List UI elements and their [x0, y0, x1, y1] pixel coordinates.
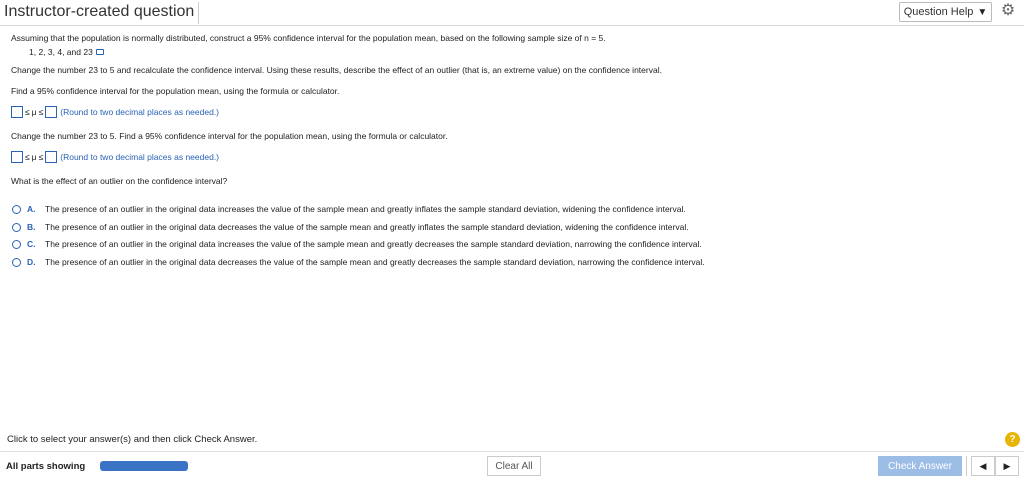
option-text: The presence of an outlier in the original data increases the value of the sample mean and greatly inflates the sample standard deviation, widening the confidence interval.: [45, 204, 686, 214]
mu-symbol: μ: [31, 107, 37, 117]
option-c[interactable]: [12, 239, 702, 249]
part2-upper-bound-input[interactable]: [45, 151, 57, 163]
sample-data-row: [29, 47, 104, 57]
part2-prompt: Change the number 23 to 5. Find a 95% confidence interval for the population mean, using the formula or calculator.: [11, 131, 448, 141]
option-letter: B.: [27, 222, 36, 232]
help-question-icon[interactable]: ?: [1005, 432, 1020, 447]
leq-symbol: ≤: [25, 107, 30, 117]
part3-prompt: What is the effect of an outlier on the confidence interval?: [11, 176, 228, 186]
mu-symbol: μ: [31, 152, 37, 162]
data-copy-icon[interactable]: [96, 49, 104, 55]
radio-button[interactable]: [12, 240, 21, 249]
option-letter: C.: [27, 239, 36, 249]
leq-symbol: ≤: [38, 152, 44, 162]
check-answer-button[interactable]: Check Answer: [878, 456, 962, 476]
header-bar: [0, 0, 1024, 26]
part1-answer-row: [11, 106, 219, 118]
nav-divider: [966, 456, 967, 476]
clear-all-button[interactable]: Clear All: [487, 456, 541, 476]
footer-bar: [0, 451, 1024, 481]
next-icon[interactable]: ▶: [995, 456, 1019, 476]
option-letter: A.: [27, 204, 36, 214]
question-intro: Assuming that the population is normally distributed, construct a 95% confidence interval for the population mean, based on the following sample size of n = 5.: [11, 33, 606, 43]
caret-down-icon: ▼: [977, 6, 988, 18]
radio-button[interactable]: [12, 258, 21, 267]
radio-button[interactable]: [12, 205, 21, 214]
option-text: The presence of an outlier in the original data decreases the value of the sample mean and greatly inflates the sample standard deviation, widening the confidence interval.: [45, 222, 689, 232]
progress-bar: [100, 461, 188, 471]
previous-icon[interactable]: ◀: [971, 456, 995, 476]
option-d[interactable]: [12, 257, 705, 267]
gear-icon[interactable]: ⚙: [1000, 2, 1016, 19]
option-text: The presence of an outlier in the original data increases the value of the sample mean and greatly decreases the sample standard deviation, narrowing the confidence interval.: [45, 239, 702, 249]
page-title: Instructor-created question: [4, 2, 199, 24]
option-text: The presence of an outlier in the original data decreases the value of the sample mean and greatly decreases the sample standard deviation, narrowing the confidence interval.: [45, 257, 705, 267]
part1-prompt: Find a 95% confidence interval for the population mean, using the formula or calculator.: [11, 86, 340, 96]
round-hint: (Round to two decimal places as needed.): [60, 152, 220, 162]
round-hint: (Round to two decimal places as needed.): [60, 107, 220, 117]
question-help-label: Question Help: [903, 6, 974, 18]
footer-instruction: Click to select your answer(s) and then click Check Answer.: [7, 434, 258, 445]
part1-upper-bound-input[interactable]: [45, 106, 57, 118]
question-instruction: Change the number 23 to 5 and recalculate the confidence interval. Using these results, describe the effect of an outlier (that is, an extreme value) on the confidence interval.: [11, 65, 662, 75]
option-b[interactable]: [12, 222, 689, 232]
part2-lower-bound-input[interactable]: [11, 151, 23, 163]
option-a[interactable]: [12, 204, 686, 214]
question-help-button[interactable]: [899, 2, 992, 22]
part2-answer-row: [11, 151, 219, 163]
part1-lower-bound-input[interactable]: [11, 106, 23, 118]
leq-symbol: ≤: [25, 152, 30, 162]
sample-data: 1, 2, 3, 4, and 23: [29, 47, 93, 57]
radio-button[interactable]: [12, 223, 21, 232]
option-letter: D.: [27, 257, 36, 267]
progress-fill: [100, 461, 188, 471]
parts-label: All parts showing: [6, 461, 86, 472]
leq-symbol: ≤: [38, 107, 44, 117]
